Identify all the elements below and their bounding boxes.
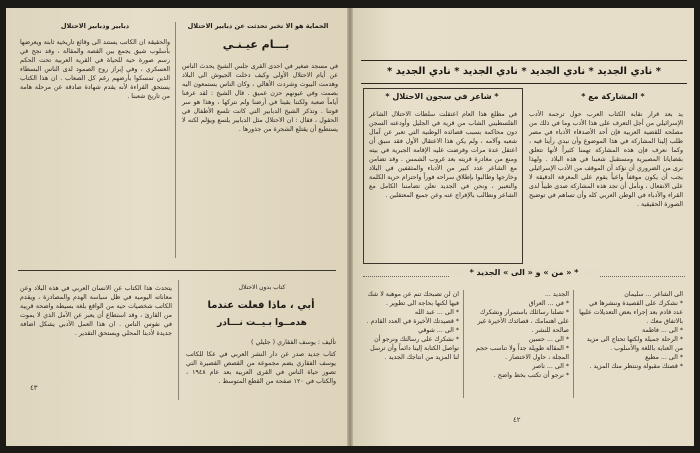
book-review-subtitle: هدمــوا بـيــت نـــادر: [217, 318, 307, 328]
section-divider: [18, 270, 336, 271]
book-review-continued: يتحدث هذا الكتاب عن الانسان العربي في هذه البلاد وعن معاناته اليومية في ظل سياسة الهدم والمصادرة ، ويقدم الكاتب شخصيات حية من الواقع بلغة بسيطة واضحة قريبة من القارئ ، وقد استطاع أن يعبر عن الأمل الذي لا يموت في نفوس الناس . ان هذا العمل الأدبي يشكل اضافة جديدة لأدبنا المحلي ويستحق التقدير .: [20, 285, 172, 337]
left-page-article-title: الحماية هو الا تخبر تحدثت عن دبابير الاحتلال: [187, 22, 329, 30]
column-divider: [573, 290, 574, 398]
letters-column-left: ان لن تصبحك تنم عن موهبة لا شك فيها لكنها بحاجة الى تطوير . * الى ... عبد الله * قصيدتك الأخيرة في العدد القادم . * الى ... شوقي * نشكرك على رسالتك ونرجو أن تواصل الكتابة إلينا دائماً وأن ترسل لنا المزيد من انتاجك الجديد .: [366, 291, 459, 361]
column-divider: [178, 280, 179, 400]
club-banner: * نادي الجديد * نادي الجديد * نادي الجديد * نادي الجديد *: [361, 60, 687, 84]
left-page-article-body: في مسجد صغير في احدى القرى جلس الشيخ يحدث الناس عن أيام الاحتلال الأولى وكيف دخلت الجيوش الى البلاد وهدمت البيوت وشردت الأهالي ، وكان الناس يستمعون اليه بصمت وفي عيونهم حزن عميق . قال الشيخ : لقد عرفنا أياماً صعبة ولكننا بقينا في أرضنا ولم نتركها ، وهذا هو سر قوتنا . وتذكر الشيخ الدبابير التي كانت تلسع الأطفال في الحقول ، فقال : ان الاحتلال مثل الدبابير يلسع ويؤلم لكنه لا يستطيع أن يقتلع الشجرة من جذورها .: [182, 63, 338, 133]
left-page: [6, 8, 347, 446]
left-page-column-title: دبابير ودبابير الاحتلال: [60, 22, 130, 30]
section-title-from-to: * « من » و « الى » الجديد *: [449, 268, 599, 277]
book-review-kicker: كتاب بدون الاحتلال: [238, 284, 286, 291]
article-title-poet: * شاعر في سجون الاحتلال *: [385, 92, 499, 101]
article-body-poet: في مطلع هذا العام اعتقلت سلطات الاحتلال الشاعر الفلسطيني الشاب من قرية في الجليل وأودعته السجن دون محاكمة بسبب قصائده الوطنية التي تعبر عن آمال شعبه وآلامه ، ولم يكن هذا الاعتقال الأول فقد سبق أن اعتقل عدة مرات وفرضت عليه الإقامة الجبرية في بيته ومنع من مغادرة قريته بعد غروب الشمس . وقد تضامن مع الشاعر عدد كبير من الأدباء والمثقفين في البلاد وخارجها وطالبوا بإطلاق سراحه فوراً واحترام حرية الكلمة والتعبير ، ونحن في الجديد نعلن تضامننا الكامل مع الشاعر ونطالب بالإفراج عنه وعن جميع المعتقلين .: [368, 111, 517, 199]
book-review-title: أبي ، ماذا فعلت عندما: [207, 300, 315, 311]
article-title-participation: * المشاركة مع *: [581, 92, 645, 101]
book-review-author: تأليف : يوسف الفقاري ( جليلي ): [251, 339, 336, 346]
page-number: ٤٢: [513, 416, 521, 424]
letters-column-middle: الجديد ... * في ... العراق * تصلنا رسائلك باستمرار ونشكرك على اهتمامك ، قصائدك الأخيرة غير صالحة للنشر . * الى ... حسين * المقالة طويلة جداً ولا تناسب حجم المجلة ، حاول الاختصار . * الى ... ناصر * نرجو أن تكتب بخط واضح .: [475, 291, 569, 379]
magazine-spread: [6, 8, 694, 446]
page-number: ٤٣: [30, 384, 38, 392]
left-page-column-body: والحقيقة ان الكاتب يستند الى وقائع تاريخية ثابتة ويعرضها بأسلوب شيق يجمع بين القصة والمقالة ، وقد نجح في رسم صورة حية للحياة في القرية العربية تحت الحكم العسكري ، وفي إبراز روح الصمود لدى الناس البسطاء الذين تمسكوا بأرضهم رغم كل الصعاب . ان هذا الكتاب يستحق القراءة لأنه يقدم شهادة صادقة عن مرحلة هامة من تاريخ شعبنا .: [20, 39, 170, 100]
column-divider: [175, 22, 176, 258]
book-review-body: كتاب جديد صدر عن دار النشر العربي في عكا للكاتب يوسف الفقاري يضم مجموعة من القصص القصيرة التي تصور حياة الناس في القرى العربية بعد عام ١٩٤٨ ، والكتاب في ١٢٠ صفحة من القطع المتوسط .: [186, 351, 336, 385]
article-body-participation: يد بعد قرار نقابة الكتاب العرب حول ترجمة الأدب الإسرائيلي من أجل التعرف على هذا الأدب وما في ذلك من مصلحة للقضية العربية فإن أحد الأصدقاء الأدباء في مصر طلب إلينا المشاركة في هذا الموضوع وأن نبدي رأينا فيه ، وكما نعرف فإن هذه المشاركة تهمنا كثيراً لأنها تتعلق بقضايانا المصيرية ومستقبل شعبنا في هذه البلاد . ولهذا نرى من الضروري أن نؤكد أن الموقف من الأدب الإسرائيلي يجب أن يكون موقفاً واعياً يقوم على المعرفة الدقيقة لا على الانفعال ، ونأمل أن تجد هذه المشاركة صدى طيباً لدى القراء والأدباء في الوطن العربي كله وأن تساهم في توضيح الصورة الحقيقية .: [529, 111, 683, 208]
left-page-article-subtitle: بـــام عيـنـي: [222, 38, 290, 51]
letters-column-right: الى الشاعر ... سليمان * نشكرك على القصيدة وننشرها في عدد قادم بعد إجراء بعض التعديلات عليها بالاتفاق معك . * الى ... فاطمة * الرحلة جميلة ولكنها تحتاج الى مزيد من العناية باللغة والأسلوب . * الى ... مطيع * قصتك مقبولة وننتظر منك المزيد .: [579, 291, 683, 370]
right-page: [353, 8, 694, 446]
column-divider: [463, 290, 464, 398]
